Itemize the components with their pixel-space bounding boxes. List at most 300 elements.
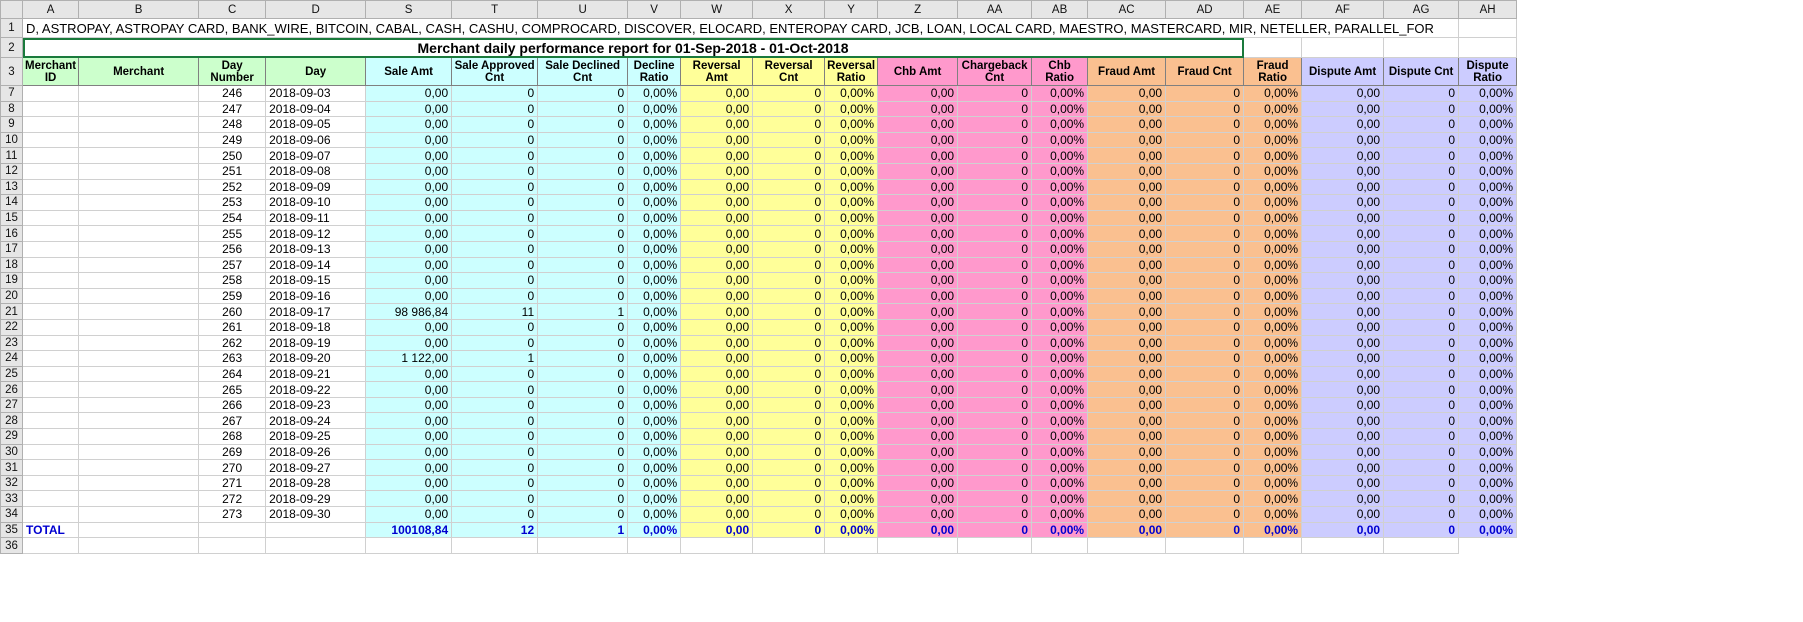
cell-reversal_ratio[interactable]: 0,00% [825, 257, 878, 273]
cell-fraud_cnt[interactable]: 0 [1166, 117, 1244, 133]
cell-reversal_ratio[interactable]: 0,00% [825, 241, 878, 257]
cell-chb_amt[interactable]: 0,00 [878, 179, 958, 195]
cell-empty-row2[interactable] [1244, 38, 1302, 58]
cell-day_number[interactable]: 263 [199, 351, 266, 367]
cell-fraud_ratio[interactable]: 0,00% [1244, 475, 1302, 491]
row-header-18[interactable]: 18 [1, 257, 23, 273]
cell-reversal_amt[interactable]: 0,00 [681, 86, 753, 102]
cell-chb_amt[interactable]: 0,00 [878, 475, 958, 491]
cell-reversal_cnt[interactable]: 0 [753, 195, 825, 211]
cell-reversal_ratio[interactable]: 0,00% [825, 444, 878, 460]
cell-day[interactable]: 2018-09-24 [266, 413, 366, 429]
cell-total-reversal_cnt[interactable]: 0 [753, 522, 825, 538]
cell-dispute_amt[interactable]: 0,00 [1302, 397, 1384, 413]
cell-dispute_ratio[interactable]: 0,00% [1459, 86, 1517, 102]
column-header-ag[interactable]: AG [1384, 1, 1459, 19]
column-header-ah[interactable]: AH [1459, 1, 1517, 19]
cell-total-fraud_amt[interactable]: 0,00 [1088, 522, 1166, 538]
cell-sale_approved_cnt[interactable]: 0 [452, 429, 538, 445]
cell-merchant_id[interactable] [23, 273, 79, 289]
cell-chb_amt[interactable]: 0,00 [878, 491, 958, 507]
cell-dispute_ratio[interactable]: 0,00% [1459, 304, 1517, 320]
cell-sale_approved_cnt[interactable]: 0 [452, 507, 538, 523]
cell-chargeback_cnt[interactable]: 0 [958, 429, 1032, 445]
cell-day[interactable]: 2018-09-12 [266, 226, 366, 242]
cell-empty-row36[interactable] [79, 538, 199, 554]
cell-reversal_amt[interactable]: 0,00 [681, 366, 753, 382]
row-header-2[interactable]: 2 [1, 38, 23, 58]
cell-fraud_cnt[interactable]: 0 [1166, 382, 1244, 398]
cell-dispute_cnt[interactable]: 0 [1384, 195, 1459, 211]
cell-dispute_cnt[interactable]: 0 [1384, 413, 1459, 429]
cell-chargeback_cnt[interactable]: 0 [958, 397, 1032, 413]
cell-dispute_cnt[interactable]: 0 [1384, 366, 1459, 382]
column-title-reversal-cnt[interactable]: Reversal Cnt [753, 58, 825, 86]
cell-chargeback_cnt[interactable]: 0 [958, 460, 1032, 476]
cell-merchant[interactable] [79, 117, 199, 133]
cell-sale_approved_cnt[interactable]: 0 [452, 210, 538, 226]
cell-sale_amt[interactable]: 0,00 [366, 507, 452, 523]
cell-day_number[interactable]: 253 [199, 195, 266, 211]
cell-sale_declined_cnt[interactable]: 0 [538, 210, 628, 226]
cell-reversal_cnt[interactable]: 0 [753, 366, 825, 382]
cell-chb_ratio[interactable]: 0,00% [1032, 273, 1088, 289]
cell-sale_declined_cnt[interactable]: 0 [538, 273, 628, 289]
cell-dispute_cnt[interactable]: 0 [1384, 507, 1459, 523]
cell-chb_amt[interactable]: 0,00 [878, 335, 958, 351]
cell-decline_ratio[interactable]: 0,00% [628, 148, 681, 164]
cell-reversal_cnt[interactable]: 0 [753, 273, 825, 289]
cell-fraud_ratio[interactable]: 0,00% [1244, 226, 1302, 242]
row-header-30[interactable]: 30 [1, 444, 23, 460]
cell-fraud_cnt[interactable]: 0 [1166, 507, 1244, 523]
cell-chb_ratio[interactable]: 0,00% [1032, 86, 1088, 102]
cell-fraud_ratio[interactable]: 0,00% [1244, 319, 1302, 335]
cell-fraud_cnt[interactable]: 0 [1166, 460, 1244, 476]
cell-reversal_amt[interactable]: 0,00 [681, 132, 753, 148]
cell-chargeback_cnt[interactable]: 0 [958, 273, 1032, 289]
cell-sale_declined_cnt[interactable]: 0 [538, 413, 628, 429]
cell-merchant[interactable] [79, 397, 199, 413]
cell-chb_amt[interactable]: 0,00 [878, 210, 958, 226]
cell-reversal_amt[interactable]: 0,00 [681, 273, 753, 289]
column-header-w[interactable]: W [681, 1, 753, 19]
cell-dispute_cnt[interactable]: 0 [1384, 179, 1459, 195]
column-title-reversal-ratio[interactable]: Reversal Ratio [825, 58, 878, 86]
cell-dispute_amt[interactable]: 0,00 [1302, 429, 1384, 445]
table-row[interactable] [1, 475, 1517, 491]
cell-decline_ratio[interactable]: 0,00% [628, 288, 681, 304]
cell-total-merchant[interactable] [79, 522, 199, 538]
cell-chargeback_cnt[interactable]: 0 [958, 117, 1032, 133]
cell-day[interactable]: 2018-09-29 [266, 491, 366, 507]
table-row[interactable] [1, 241, 1517, 257]
cell-fraud_amt[interactable]: 0,00 [1088, 257, 1166, 273]
cell-day_number[interactable]: 254 [199, 210, 266, 226]
row-header-35[interactable]: 35 [1, 522, 23, 538]
cell-decline_ratio[interactable]: 0,00% [628, 444, 681, 460]
cell-fraud_cnt[interactable]: 0 [1166, 257, 1244, 273]
column-header-s[interactable]: S [366, 1, 452, 19]
cell-chb_ratio[interactable]: 0,00% [1032, 444, 1088, 460]
cell-reversal_cnt[interactable]: 0 [753, 179, 825, 195]
cell-dispute_amt[interactable]: 0,00 [1302, 507, 1384, 523]
cell-decline_ratio[interactable]: 0,00% [628, 429, 681, 445]
column-title-day[interactable]: Day [266, 58, 366, 86]
cell-dispute_ratio[interactable]: 0,00% [1459, 273, 1517, 289]
table-row[interactable] [1, 288, 1517, 304]
cell-dispute_ratio[interactable]: 0,00% [1459, 288, 1517, 304]
cell-dispute_amt[interactable]: 0,00 [1302, 273, 1384, 289]
cell-merchant[interactable] [79, 319, 199, 335]
cell-dispute_ratio[interactable]: 0,00% [1459, 319, 1517, 335]
column-title-fraud-cnt[interactable]: Fraud Cnt [1166, 58, 1244, 86]
cell-fraud_amt[interactable]: 0,00 [1088, 304, 1166, 320]
cell-day_number[interactable]: 266 [199, 397, 266, 413]
cell-fraud_cnt[interactable]: 0 [1166, 195, 1244, 211]
cell-empty-row36[interactable] [1166, 538, 1244, 554]
cell-total-chb_ratio[interactable]: 0,00% [1032, 522, 1088, 538]
cell-dispute_cnt[interactable]: 0 [1384, 86, 1459, 102]
cell-dispute_amt[interactable]: 0,00 [1302, 366, 1384, 382]
table-row[interactable] [1, 226, 1517, 242]
cell-sale_declined_cnt[interactable]: 0 [538, 397, 628, 413]
cell-day[interactable]: 2018-09-04 [266, 101, 366, 117]
row-header-31[interactable]: 31 [1, 460, 23, 476]
cell-sale_declined_cnt[interactable]: 0 [538, 117, 628, 133]
cell-dispute_ratio[interactable]: 0,00% [1459, 101, 1517, 117]
cell-chargeback_cnt[interactable]: 0 [958, 148, 1032, 164]
cell-chb_amt[interactable]: 0,00 [878, 241, 958, 257]
cell-dispute_cnt[interactable]: 0 [1384, 210, 1459, 226]
cell-reversal_ratio[interactable]: 0,00% [825, 319, 878, 335]
cell-dispute_ratio[interactable]: 0,00% [1459, 132, 1517, 148]
cell-day_number[interactable]: 262 [199, 335, 266, 351]
table-row[interactable] [1, 460, 1517, 476]
row-header-22[interactable]: 22 [1, 319, 23, 335]
cell-chb_ratio[interactable]: 0,00% [1032, 210, 1088, 226]
cell-reversal_amt[interactable]: 0,00 [681, 304, 753, 320]
cell-day[interactable]: 2018-09-11 [266, 210, 366, 226]
cell-empty-row36[interactable] [958, 538, 1032, 554]
cell-reversal_cnt[interactable]: 0 [753, 163, 825, 179]
cell-dispute_cnt[interactable]: 0 [1384, 288, 1459, 304]
row-header-23[interactable]: 23 [1, 335, 23, 351]
cell-fraud_ratio[interactable]: 0,00% [1244, 304, 1302, 320]
cell-reversal_ratio[interactable]: 0,00% [825, 163, 878, 179]
cell-fraud_cnt[interactable]: 0 [1166, 335, 1244, 351]
cell-fraud_amt[interactable]: 0,00 [1088, 351, 1166, 367]
cell-decline_ratio[interactable]: 0,00% [628, 163, 681, 179]
cell-total-decline_ratio[interactable]: 0,00% [628, 522, 681, 538]
cell-reversal_ratio[interactable]: 0,00% [825, 382, 878, 398]
cell-chb_ratio[interactable]: 0,00% [1032, 304, 1088, 320]
cell-sale_amt[interactable]: 0,00 [366, 210, 452, 226]
cell-sale_amt[interactable]: 0,00 [366, 163, 452, 179]
table-row[interactable] [1, 132, 1517, 148]
cell-dispute_amt[interactable]: 0,00 [1302, 86, 1384, 102]
cell-merchant_id[interactable] [23, 257, 79, 273]
cell-sale_amt[interactable]: 0,00 [366, 101, 452, 117]
cell-fraud_amt[interactable]: 0,00 [1088, 241, 1166, 257]
cell-fraud_amt[interactable]: 0,00 [1088, 397, 1166, 413]
cell-reversal_cnt[interactable]: 0 [753, 319, 825, 335]
table-row[interactable] [1, 444, 1517, 460]
cell-decline_ratio[interactable]: 0,00% [628, 351, 681, 367]
cell-dispute_ratio[interactable]: 0,00% [1459, 241, 1517, 257]
column-title-dispute-cnt[interactable]: Dispute Cnt [1384, 58, 1459, 86]
cell-sale_amt[interactable]: 0,00 [366, 195, 452, 211]
cell-total-day_number[interactable] [199, 522, 266, 538]
cell-empty-row36[interactable] [825, 538, 878, 554]
cell-reversal_amt[interactable]: 0,00 [681, 429, 753, 445]
cell-reversal_amt[interactable]: 0,00 [681, 397, 753, 413]
cell-sale_amt[interactable]: 0,00 [366, 460, 452, 476]
cell-sale_amt[interactable]: 98 986,84 [366, 304, 452, 320]
column-title-sale-declined-cnt[interactable]: Sale Declined Cnt [538, 58, 628, 86]
column-title-reversal-amt[interactable]: Reversal Amt [681, 58, 753, 86]
column-title-merchant[interactable]: Merchant [79, 58, 199, 86]
payment-methods-text[interactable]: D, ASTROPAY, ASTROPAY CARD, BANK_WIRE, BITCOIN, CABAL, CASH, CASHU, COMPROCARD, DISCOVER, ELOCARD, ENTEROPAY CARD, JCB, LOAN, LOCAL CARD, MAESTRO, MASTERCARD, MIR, NETELLER, PARALLEL_FOR [23, 19, 1459, 38]
cell-day_number[interactable]: 252 [199, 179, 266, 195]
cell-reversal_cnt[interactable]: 0 [753, 397, 825, 413]
cell-empty-row36[interactable] [1032, 538, 1088, 554]
cell-day[interactable]: 2018-09-22 [266, 382, 366, 398]
cell-sale_declined_cnt[interactable]: 0 [538, 351, 628, 367]
column-title-decline-ratio[interactable]: Decline Ratio [628, 58, 681, 86]
cell-sale_approved_cnt[interactable]: 0 [452, 117, 538, 133]
cell-merchant_id[interactable] [23, 226, 79, 242]
cell-merchant[interactable] [79, 195, 199, 211]
cell-day[interactable]: 2018-09-25 [266, 429, 366, 445]
cell-total-fraud_cnt[interactable]: 0 [1166, 522, 1244, 538]
column-header-b[interactable]: B [79, 1, 199, 19]
cell-chb_amt[interactable]: 0,00 [878, 304, 958, 320]
column-title-dispute-amt[interactable]: Dispute Amt [1302, 58, 1384, 86]
row-header-11[interactable]: 11 [1, 148, 23, 164]
cell-empty-row36[interactable] [1244, 538, 1302, 554]
cell-reversal_amt[interactable]: 0,00 [681, 413, 753, 429]
cell-reversal_amt[interactable]: 0,00 [681, 475, 753, 491]
column-header-y[interactable]: Y [825, 1, 878, 19]
cell-chb_ratio[interactable]: 0,00% [1032, 163, 1088, 179]
cell-sale_declined_cnt[interactable]: 0 [538, 475, 628, 491]
cell-reversal_amt[interactable]: 0,00 [681, 257, 753, 273]
cell-fraud_ratio[interactable]: 0,00% [1244, 444, 1302, 460]
cell-total-dispute_amt[interactable]: 0,00 [1302, 522, 1384, 538]
cell-sale_amt[interactable]: 0,00 [366, 366, 452, 382]
table-row[interactable] [1, 304, 1517, 320]
cell-merchant[interactable] [79, 366, 199, 382]
cell-decline_ratio[interactable]: 0,00% [628, 179, 681, 195]
cell-dispute_ratio[interactable]: 0,00% [1459, 351, 1517, 367]
cell-fraud_cnt[interactable]: 0 [1166, 351, 1244, 367]
cell-reversal_amt[interactable]: 0,00 [681, 101, 753, 117]
cell-sale_amt[interactable]: 0,00 [366, 475, 452, 491]
cell-fraud_cnt[interactable]: 0 [1166, 288, 1244, 304]
cell-reversal_cnt[interactable]: 0 [753, 101, 825, 117]
cell-dispute_amt[interactable]: 0,00 [1302, 195, 1384, 211]
column-header-ac[interactable]: AC [1088, 1, 1166, 19]
cell-merchant_id[interactable] [23, 210, 79, 226]
cell-chb_amt[interactable]: 0,00 [878, 163, 958, 179]
cell-dispute_ratio[interactable]: 0,00% [1459, 148, 1517, 164]
cell-decline_ratio[interactable]: 0,00% [628, 460, 681, 476]
cell-reversal_ratio[interactable]: 0,00% [825, 132, 878, 148]
cell-fraud_amt[interactable]: 0,00 [1088, 132, 1166, 148]
cell-day[interactable]: 2018-09-20 [266, 351, 366, 367]
cell-decline_ratio[interactable]: 0,00% [628, 475, 681, 491]
cell-reversal_ratio[interactable]: 0,00% [825, 226, 878, 242]
cell-fraud_amt[interactable]: 0,00 [1088, 210, 1166, 226]
column-title-chb-ratio[interactable]: Chb Ratio [1032, 58, 1088, 86]
cell-day_number[interactable]: 267 [199, 413, 266, 429]
cell-sale_declined_cnt[interactable]: 0 [538, 241, 628, 257]
cell-reversal_cnt[interactable]: 0 [753, 210, 825, 226]
cell-empty-row36[interactable] [878, 538, 958, 554]
cell-dispute_cnt[interactable]: 0 [1384, 273, 1459, 289]
cell-sale_approved_cnt[interactable]: 0 [452, 101, 538, 117]
cell-day_number[interactable]: 268 [199, 429, 266, 445]
cell-fraud_cnt[interactable]: 0 [1166, 319, 1244, 335]
cell-ah1[interactable] [1459, 19, 1517, 38]
cell-dispute_ratio[interactable]: 0,00% [1459, 507, 1517, 523]
cell-chargeback_cnt[interactable]: 0 [958, 444, 1032, 460]
cell-chb_amt[interactable]: 0,00 [878, 117, 958, 133]
cell-reversal_ratio[interactable]: 0,00% [825, 507, 878, 523]
cell-decline_ratio[interactable]: 0,00% [628, 491, 681, 507]
cell-fraud_ratio[interactable]: 0,00% [1244, 335, 1302, 351]
cell-sale_approved_cnt[interactable]: 0 [452, 86, 538, 102]
cell-chargeback_cnt[interactable]: 0 [958, 413, 1032, 429]
cell-chb_amt[interactable]: 0,00 [878, 319, 958, 335]
cell-chb_ratio[interactable]: 0,00% [1032, 288, 1088, 304]
cell-day_number[interactable]: 248 [199, 117, 266, 133]
cell-chb_amt[interactable]: 0,00 [878, 132, 958, 148]
cell-reversal_ratio[interactable]: 0,00% [825, 195, 878, 211]
cell-fraud_amt[interactable]: 0,00 [1088, 475, 1166, 491]
row-header-12[interactable]: 12 [1, 163, 23, 179]
column-title-fraud-amt[interactable]: Fraud Amt [1088, 58, 1166, 86]
cell-reversal_cnt[interactable]: 0 [753, 257, 825, 273]
cell-dispute_cnt[interactable]: 0 [1384, 335, 1459, 351]
cell-fraud_amt[interactable]: 0,00 [1088, 460, 1166, 476]
cell-sale_approved_cnt[interactable]: 0 [452, 319, 538, 335]
cell-fraud_ratio[interactable]: 0,00% [1244, 351, 1302, 367]
cell-day[interactable]: 2018-09-08 [266, 163, 366, 179]
cell-fraud_cnt[interactable]: 0 [1166, 273, 1244, 289]
cell-empty-row36[interactable] [538, 538, 628, 554]
cell-dispute_ratio[interactable]: 0,00% [1459, 117, 1517, 133]
column-header-d[interactable]: D [266, 1, 366, 19]
cell-merchant[interactable] [79, 351, 199, 367]
column-title-merchant-id[interactable]: Merchant ID [23, 58, 79, 86]
cell-dispute_amt[interactable]: 0,00 [1302, 382, 1384, 398]
cell-empty-row36[interactable] [1302, 538, 1384, 554]
cell-decline_ratio[interactable]: 0,00% [628, 195, 681, 211]
cell-fraud_amt[interactable]: 0,00 [1088, 413, 1166, 429]
cell-dispute_cnt[interactable]: 0 [1384, 226, 1459, 242]
row-header-32[interactable]: 32 [1, 475, 23, 491]
cell-day[interactable]: 2018-09-15 [266, 273, 366, 289]
cell-dispute_ratio[interactable]: 0,00% [1459, 413, 1517, 429]
row-header-8[interactable]: 8 [1, 101, 23, 117]
cell-chb_amt[interactable]: 0,00 [878, 273, 958, 289]
cell-reversal_ratio[interactable]: 0,00% [825, 366, 878, 382]
cell-reversal_ratio[interactable]: 0,00% [825, 148, 878, 164]
cell-merchant[interactable] [79, 86, 199, 102]
table-row[interactable] [1, 507, 1517, 523]
cell-sale_amt[interactable]: 1 122,00 [366, 351, 452, 367]
cell-fraud_ratio[interactable]: 0,00% [1244, 148, 1302, 164]
cell-decline_ratio[interactable]: 0,00% [628, 226, 681, 242]
cell-fraud_cnt[interactable]: 0 [1166, 163, 1244, 179]
cell-chb_amt[interactable]: 0,00 [878, 366, 958, 382]
column-header-v[interactable]: V [628, 1, 681, 19]
row-header-25[interactable]: 25 [1, 366, 23, 382]
cell-reversal_cnt[interactable]: 0 [753, 460, 825, 476]
cell-reversal_ratio[interactable]: 0,00% [825, 475, 878, 491]
cell-fraud_ratio[interactable]: 0,00% [1244, 273, 1302, 289]
cell-sale_approved_cnt[interactable]: 0 [452, 132, 538, 148]
cell-merchant[interactable] [79, 210, 199, 226]
cell-fraud_amt[interactable]: 0,00 [1088, 117, 1166, 133]
table-row[interactable] [1, 397, 1517, 413]
cell-empty-row36[interactable] [1384, 538, 1459, 554]
cell-dispute_ratio[interactable]: 0,00% [1459, 491, 1517, 507]
cell-reversal_amt[interactable]: 0,00 [681, 241, 753, 257]
cell-reversal_cnt[interactable]: 0 [753, 351, 825, 367]
cell-day[interactable]: 2018-09-17 [266, 304, 366, 320]
cell-empty-row36[interactable] [23, 538, 79, 554]
cell-dispute_amt[interactable]: 0,00 [1302, 101, 1384, 117]
cell-fraud_ratio[interactable]: 0,00% [1244, 101, 1302, 117]
table-row[interactable] [1, 148, 1517, 164]
cell-sale_amt[interactable]: 0,00 [366, 241, 452, 257]
cell-chb_ratio[interactable]: 0,00% [1032, 491, 1088, 507]
cell-empty-row36[interactable] [681, 538, 753, 554]
cell-dispute_amt[interactable]: 0,00 [1302, 460, 1384, 476]
cell-chb_ratio[interactable]: 0,00% [1032, 148, 1088, 164]
cell-fraud_ratio[interactable]: 0,00% [1244, 257, 1302, 273]
cell-decline_ratio[interactable]: 0,00% [628, 397, 681, 413]
cell-fraud_amt[interactable]: 0,00 [1088, 148, 1166, 164]
cell-fraud_amt[interactable]: 0,00 [1088, 86, 1166, 102]
cell-reversal_cnt[interactable]: 0 [753, 491, 825, 507]
cell-day_number[interactable]: 255 [199, 226, 266, 242]
row-header-29[interactable]: 29 [1, 429, 23, 445]
cell-chargeback_cnt[interactable]: 0 [958, 491, 1032, 507]
cell-sale_declined_cnt[interactable]: 0 [538, 86, 628, 102]
cell-sale_amt[interactable]: 0,00 [366, 273, 452, 289]
cell-day[interactable]: 2018-09-26 [266, 444, 366, 460]
cell-merchant[interactable] [79, 241, 199, 257]
cell-dispute_cnt[interactable]: 0 [1384, 460, 1459, 476]
cell-chb_ratio[interactable]: 0,00% [1032, 117, 1088, 133]
cell-day_number[interactable]: 249 [199, 132, 266, 148]
cell-dispute_amt[interactable]: 0,00 [1302, 210, 1384, 226]
cell-fraud_amt[interactable]: 0,00 [1088, 288, 1166, 304]
cell-sale_declined_cnt[interactable]: 0 [538, 179, 628, 195]
cell-merchant[interactable] [79, 304, 199, 320]
cell-empty-row36[interactable] [199, 538, 266, 554]
cell-reversal_cnt[interactable]: 0 [753, 413, 825, 429]
cell-day_number[interactable]: 247 [199, 101, 266, 117]
cell-dispute_amt[interactable]: 0,00 [1302, 491, 1384, 507]
cell-reversal_ratio[interactable]: 0,00% [825, 273, 878, 289]
cell-merchant_id[interactable] [23, 148, 79, 164]
cell-merchant[interactable] [79, 429, 199, 445]
